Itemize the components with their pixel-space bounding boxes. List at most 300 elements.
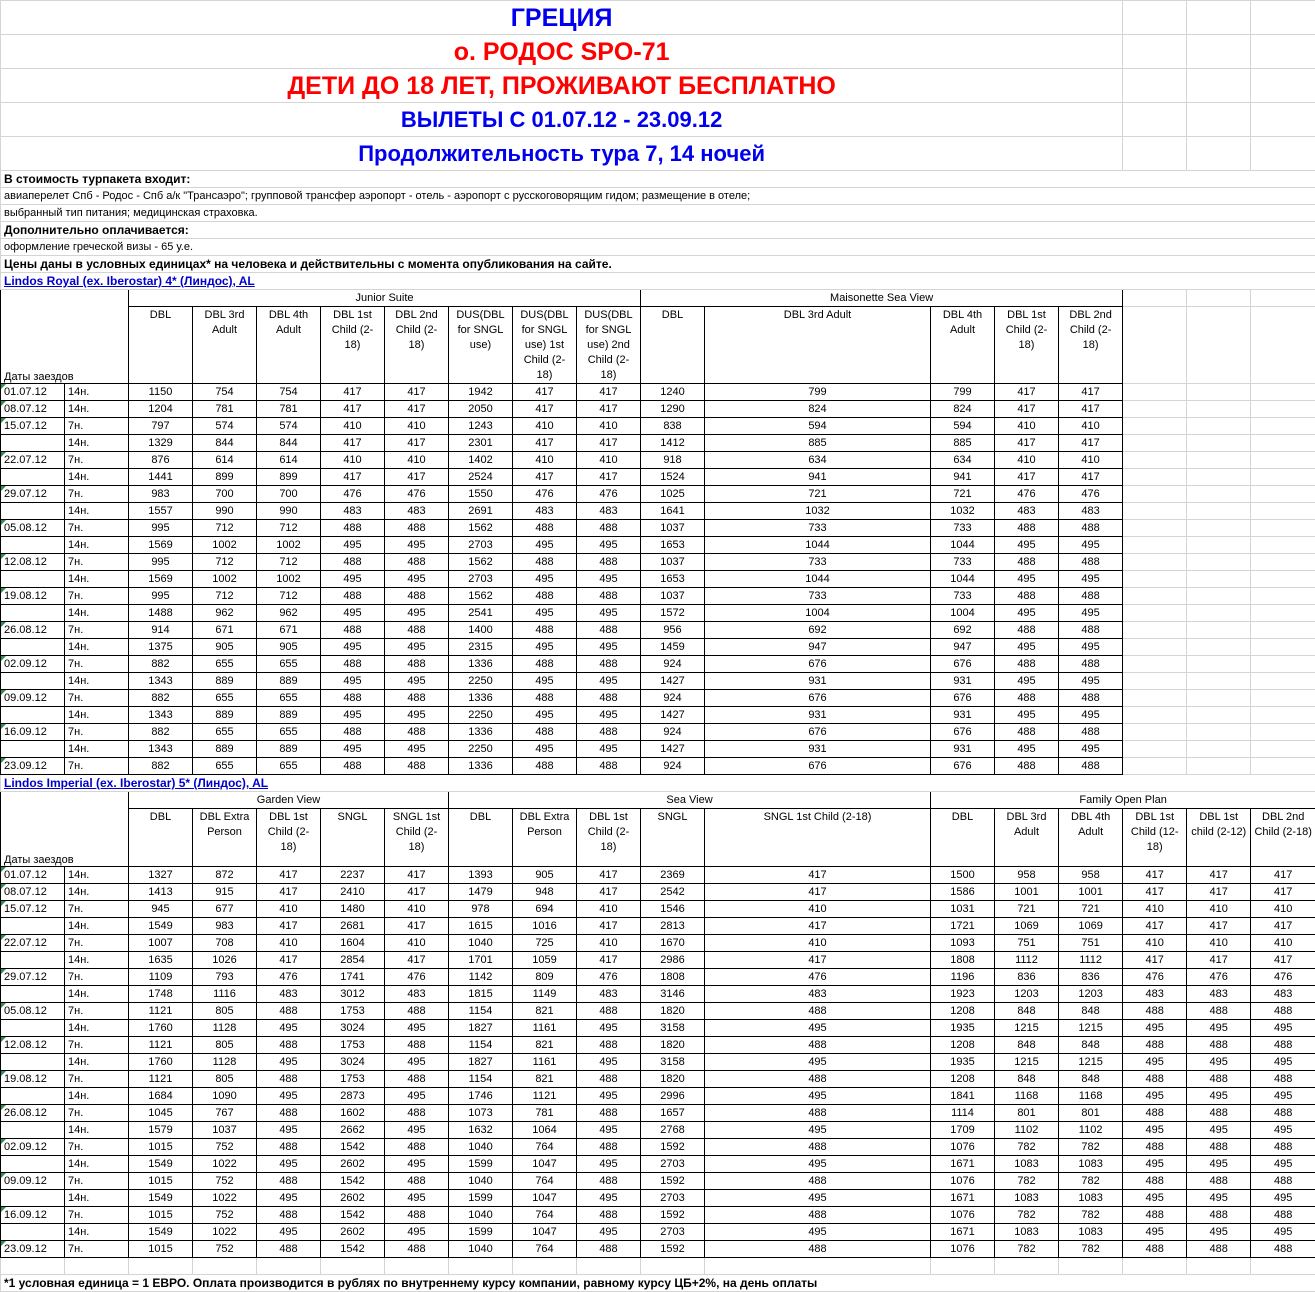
price-cell: 889 bbox=[257, 741, 321, 758]
price-cell: 1427 bbox=[641, 673, 705, 690]
price-cell: 495 bbox=[257, 1088, 321, 1105]
price-cell: 918 bbox=[641, 452, 705, 469]
price-cell: 488 bbox=[385, 1037, 449, 1054]
price-cell: 905 bbox=[193, 639, 257, 656]
price-cell: 488 bbox=[1059, 724, 1123, 741]
nights: 7н. bbox=[65, 758, 129, 775]
price-cell: 476 bbox=[1123, 969, 1187, 986]
price-cell: 634 bbox=[931, 452, 995, 469]
price-cell: 488 bbox=[513, 588, 577, 605]
nights: 14н. bbox=[65, 1156, 129, 1173]
price-cell: 782 bbox=[1059, 1207, 1123, 1224]
price-cell: 488 bbox=[705, 1139, 931, 1156]
price-cell: 1083 bbox=[995, 1224, 1059, 1241]
price-cell: 488 bbox=[995, 724, 1059, 741]
arrival-date bbox=[1, 435, 65, 452]
table-row bbox=[1, 503, 1315, 520]
price-cell: 782 bbox=[1059, 1139, 1123, 1156]
price-cell: 1015 bbox=[129, 1207, 193, 1224]
arrival-date: 05.08.12 bbox=[1, 1003, 65, 1020]
price-cell: 1002 bbox=[193, 571, 257, 588]
price-cell: 1557 bbox=[129, 503, 193, 520]
price-cell: 594 bbox=[931, 418, 995, 435]
price-cell: 1112 bbox=[1059, 952, 1123, 969]
price-cell: 751 bbox=[1059, 935, 1123, 952]
price-cell: 764 bbox=[513, 1139, 577, 1156]
price-cell: 495 bbox=[1059, 707, 1123, 724]
price-cell: 1037 bbox=[641, 520, 705, 537]
price-cell: 488 bbox=[1059, 758, 1123, 775]
price-cell: 488 bbox=[1059, 622, 1123, 639]
price-cell: 1076 bbox=[931, 1139, 995, 1156]
price-cell: 1808 bbox=[641, 969, 705, 986]
column-header: DBL 1st Child (12-18) bbox=[1123, 809, 1187, 867]
included-line-2: выбранный тип питания; медицинская страховка. bbox=[1, 205, 1315, 222]
arrival-date bbox=[1, 605, 65, 622]
price-cell: 931 bbox=[705, 741, 931, 758]
price-cell: 848 bbox=[995, 1071, 1059, 1088]
price-cell: 634 bbox=[705, 452, 931, 469]
title-flights: ВЫЛЕТЫ С 01.07.12 - 23.09.12 bbox=[1, 103, 1123, 137]
price-cell: 782 bbox=[1059, 1241, 1123, 1258]
price-cell: 1045 bbox=[129, 1105, 193, 1122]
price-cell: 1684 bbox=[129, 1088, 193, 1105]
price-cell: 495 bbox=[577, 1054, 641, 1071]
table-row bbox=[1, 469, 1315, 486]
arrival-date bbox=[1, 571, 65, 588]
price-cell: 495 bbox=[1251, 1054, 1315, 1071]
price-cell: 941 bbox=[705, 469, 931, 486]
nights: 14н. bbox=[65, 537, 129, 554]
column-header: DBL 4th Adult bbox=[1059, 809, 1123, 867]
price-cell: 824 bbox=[931, 401, 995, 418]
price-cell: 488 bbox=[257, 1037, 321, 1054]
price-cell: 751 bbox=[995, 935, 1059, 952]
price-cell: 495 bbox=[513, 639, 577, 656]
price-cell: 809 bbox=[513, 969, 577, 986]
price-cell: 962 bbox=[257, 605, 321, 622]
price-cell: 2768 bbox=[641, 1122, 705, 1139]
price-cell: 983 bbox=[129, 486, 193, 503]
price-cell: 1114 bbox=[931, 1105, 995, 1122]
price-cell: 488 bbox=[1187, 1037, 1251, 1054]
price-cell: 495 bbox=[577, 1122, 641, 1139]
price-cell: 931 bbox=[931, 673, 995, 690]
price-cell: 495 bbox=[1251, 1020, 1315, 1037]
nights: 14н. bbox=[65, 571, 129, 588]
price-cell: 1026 bbox=[193, 952, 257, 969]
price-cell: 1290 bbox=[641, 401, 705, 418]
price-cell: 1599 bbox=[449, 1190, 513, 1207]
price-cell: 495 bbox=[1251, 1122, 1315, 1139]
table-row bbox=[1, 1224, 1315, 1241]
price-cell: 1820 bbox=[641, 1003, 705, 1020]
price-cell: 1059 bbox=[513, 952, 577, 969]
price-cell: 417 bbox=[257, 952, 321, 969]
nights: 7н. bbox=[65, 656, 129, 673]
price-cell: 488 bbox=[1251, 1105, 1315, 1122]
price-cell: 1427 bbox=[641, 707, 705, 724]
price-cell: 495 bbox=[513, 571, 577, 588]
price-cell: 495 bbox=[577, 1156, 641, 1173]
price-cell: 1121 bbox=[129, 1037, 193, 1054]
price-cell: 1336 bbox=[449, 656, 513, 673]
price-cell: 1562 bbox=[449, 588, 513, 605]
price-cell: 1760 bbox=[129, 1054, 193, 1071]
price-cell: 1336 bbox=[449, 690, 513, 707]
price-cell: 488 bbox=[1123, 1241, 1187, 1258]
price-cell: 1923 bbox=[931, 986, 995, 1003]
price-cell: 1549 bbox=[129, 1190, 193, 1207]
price-cell: 764 bbox=[513, 1241, 577, 1258]
price-cell: 764 bbox=[513, 1207, 577, 1224]
table-row bbox=[1, 1173, 1315, 1190]
price-cell: 495 bbox=[705, 1054, 931, 1071]
price-cell: 1149 bbox=[513, 986, 577, 1003]
price-cell: 821 bbox=[513, 1003, 577, 1020]
price-cell: 1076 bbox=[931, 1173, 995, 1190]
price-cell: 495 bbox=[1187, 1088, 1251, 1105]
price-cell: 1004 bbox=[931, 605, 995, 622]
price-cell: 417 bbox=[705, 918, 931, 935]
price-cell: 915 bbox=[193, 884, 257, 901]
price-cell: 476 bbox=[995, 486, 1059, 503]
price-cell: 962 bbox=[193, 605, 257, 622]
price-cell: 1815 bbox=[449, 986, 513, 1003]
nights: 14н. bbox=[65, 1088, 129, 1105]
price-cell: 495 bbox=[577, 1020, 641, 1037]
price-cell: 417 bbox=[577, 918, 641, 935]
price-cell: 3158 bbox=[641, 1054, 705, 1071]
price-cell: 805 bbox=[193, 1037, 257, 1054]
price-cell: 844 bbox=[193, 435, 257, 452]
table-row bbox=[1, 758, 1315, 775]
price-cell: 488 bbox=[1187, 1241, 1251, 1258]
price-cell: 2703 bbox=[641, 1224, 705, 1241]
price-cell: 495 bbox=[257, 1156, 321, 1173]
price-cell: 495 bbox=[577, 639, 641, 656]
arrival-date: 26.08.12 bbox=[1, 622, 65, 639]
price-cell: 1032 bbox=[705, 503, 931, 520]
price-cell: 1343 bbox=[129, 741, 193, 758]
table-row bbox=[1, 1139, 1315, 1156]
price-cell: 671 bbox=[193, 622, 257, 639]
price-cell: 488 bbox=[705, 1105, 931, 1122]
price-cell: 495 bbox=[995, 741, 1059, 758]
price-cell: 417 bbox=[513, 435, 577, 452]
column-header: DBL 4th Adult bbox=[257, 307, 321, 384]
price-cell: 782 bbox=[995, 1139, 1059, 1156]
nights: 7н. bbox=[65, 1003, 129, 1020]
price-cell: 488 bbox=[257, 1105, 321, 1122]
price-cell: 694 bbox=[513, 901, 577, 918]
price-cell: 488 bbox=[1187, 1105, 1251, 1122]
price-cell: 1604 bbox=[321, 935, 385, 952]
price-cell: 1025 bbox=[641, 486, 705, 503]
price-cell: 889 bbox=[257, 707, 321, 724]
arrival-date bbox=[1, 1224, 65, 1241]
price-cell: 1031 bbox=[931, 901, 995, 918]
column-header: SNGL bbox=[321, 809, 385, 867]
price-cell: 488 bbox=[513, 520, 577, 537]
hotel-name-0[interactable]: Lindos Royal (ex. Iberostar) 4* (Линдос), AL bbox=[1, 273, 1315, 290]
price-cell: 410 bbox=[1187, 901, 1251, 918]
table-row bbox=[1, 901, 1315, 918]
price-cell: 488 bbox=[705, 1037, 931, 1054]
price-cell: 1004 bbox=[705, 605, 931, 622]
price-cell: 764 bbox=[513, 1173, 577, 1190]
price-cell: 483 bbox=[257, 986, 321, 1003]
price-cell: 488 bbox=[577, 622, 641, 639]
price-cell: 495 bbox=[705, 1156, 931, 1173]
price-cell: 1196 bbox=[931, 969, 995, 986]
price-cell: 2315 bbox=[449, 639, 513, 656]
price-cell: 495 bbox=[385, 605, 449, 622]
price-cell: 417 bbox=[1187, 952, 1251, 969]
price-cell: 488 bbox=[1187, 1139, 1251, 1156]
arrival-date bbox=[1, 1156, 65, 1173]
price-cell: 495 bbox=[321, 639, 385, 656]
price-cell: 721 bbox=[1059, 901, 1123, 918]
price-cell: 676 bbox=[931, 656, 995, 673]
price-cell: 1653 bbox=[641, 537, 705, 554]
price-cell: 417 bbox=[1123, 867, 1187, 884]
price-cell: 483 bbox=[577, 986, 641, 1003]
price-cell: 417 bbox=[577, 435, 641, 452]
price-cell: 1615 bbox=[449, 918, 513, 935]
price-cell: 488 bbox=[1187, 1173, 1251, 1190]
price-cell: 958 bbox=[995, 867, 1059, 884]
price-cell: 1208 bbox=[931, 1037, 995, 1054]
table-row bbox=[1, 452, 1315, 469]
price-cell: 676 bbox=[705, 758, 931, 775]
price-cell: 488 bbox=[513, 656, 577, 673]
table-row bbox=[1, 537, 1315, 554]
price-cell: 1602 bbox=[321, 1105, 385, 1122]
price-cell: 417 bbox=[385, 435, 449, 452]
price-cell: 417 bbox=[513, 401, 577, 418]
price-cell: 417 bbox=[385, 952, 449, 969]
price-cell: 721 bbox=[995, 901, 1059, 918]
price-cell: 495 bbox=[321, 673, 385, 690]
table-row bbox=[1, 486, 1315, 503]
nights: 14н. bbox=[65, 1122, 129, 1139]
price-cell: 410 bbox=[385, 901, 449, 918]
price-cell: 488 bbox=[995, 758, 1059, 775]
arrival-date bbox=[1, 1190, 65, 1207]
price-cell: 1015 bbox=[129, 1139, 193, 1156]
column-header: DBL bbox=[129, 809, 193, 867]
price-cell: 1942 bbox=[449, 384, 513, 401]
price-cell: 1047 bbox=[513, 1156, 577, 1173]
price-cell: 721 bbox=[931, 486, 995, 503]
arrival-date: 01.07.12 bbox=[1, 384, 65, 401]
table-row bbox=[1, 690, 1315, 707]
price-cell: 799 bbox=[705, 384, 931, 401]
nights: 14н. bbox=[65, 1224, 129, 1241]
price-cell: 410 bbox=[1187, 935, 1251, 952]
price-cell: 488 bbox=[1251, 1003, 1315, 1020]
table-row bbox=[1, 935, 1315, 952]
price-cell: 417 bbox=[577, 952, 641, 969]
price-cell: 1015 bbox=[129, 1241, 193, 1258]
price-cell: 417 bbox=[995, 469, 1059, 486]
price-cell: 495 bbox=[577, 605, 641, 622]
price-cell: 488 bbox=[257, 1071, 321, 1088]
price-cell: 417 bbox=[321, 469, 385, 486]
price-cell: 488 bbox=[321, 622, 385, 639]
hotel-name-1[interactable]: Lindos Imperial (ex. Iberostar) 5* (Линдос), AL bbox=[1, 775, 1315, 792]
price-cell: 924 bbox=[641, 656, 705, 673]
price-cell: 712 bbox=[193, 588, 257, 605]
column-header: DBL bbox=[931, 809, 995, 867]
price-cell: 495 bbox=[1059, 673, 1123, 690]
price-cell: 676 bbox=[931, 690, 995, 707]
price-cell: 1161 bbox=[513, 1020, 577, 1037]
price-cell: 3158 bbox=[641, 1020, 705, 1037]
price-cell: 488 bbox=[385, 622, 449, 639]
price-cell: 899 bbox=[193, 469, 257, 486]
price-cell: 805 bbox=[193, 1071, 257, 1088]
price-cell: 410 bbox=[513, 418, 577, 435]
price-cell: 488 bbox=[705, 1207, 931, 1224]
price-cell: 574 bbox=[193, 418, 257, 435]
price-cell: 417 bbox=[1251, 884, 1315, 901]
price-cell: 495 bbox=[995, 707, 1059, 724]
price-cell: 2250 bbox=[449, 673, 513, 690]
price-cell: 1760 bbox=[129, 1020, 193, 1037]
price-cell: 495 bbox=[321, 741, 385, 758]
price-cell: 495 bbox=[321, 707, 385, 724]
price-cell: 495 bbox=[1123, 1224, 1187, 1241]
price-cell: 1412 bbox=[641, 435, 705, 452]
nights: 14н. bbox=[65, 986, 129, 1003]
price-cell: 1329 bbox=[129, 435, 193, 452]
price-cell: 2691 bbox=[449, 503, 513, 520]
nights: 7н. bbox=[65, 1139, 129, 1156]
price-cell: 655 bbox=[193, 690, 257, 707]
price-cell: 2050 bbox=[449, 401, 513, 418]
price-cell: 1154 bbox=[449, 1037, 513, 1054]
arrival-date bbox=[1, 1020, 65, 1037]
arrival-date: 23.09.12 bbox=[1, 758, 65, 775]
price-cell: 733 bbox=[931, 520, 995, 537]
price-cell: 1542 bbox=[321, 1207, 385, 1224]
price-cell: 488 bbox=[1123, 1037, 1187, 1054]
price-cell: 417 bbox=[257, 918, 321, 935]
price-cell: 488 bbox=[1123, 1071, 1187, 1088]
price-cell: 1599 bbox=[449, 1156, 513, 1173]
price-cell: 574 bbox=[257, 418, 321, 435]
nights: 14н. bbox=[65, 867, 129, 884]
price-cell: 1204 bbox=[129, 401, 193, 418]
price-cell: 495 bbox=[1059, 537, 1123, 554]
nights: 14н. bbox=[65, 469, 129, 486]
price-cell: 495 bbox=[385, 1088, 449, 1105]
price-cell: 495 bbox=[321, 571, 385, 588]
column-header: DUS(DBL for SNGL use) 1st Child (2-18) bbox=[513, 307, 577, 384]
price-cell: 948 bbox=[513, 884, 577, 901]
price-cell: 483 bbox=[385, 503, 449, 520]
price-cell: 844 bbox=[257, 435, 321, 452]
column-header: DBL bbox=[449, 809, 513, 867]
price-cell: 495 bbox=[1187, 1224, 1251, 1241]
price-cell: 488 bbox=[1123, 1139, 1187, 1156]
price-cell: 1753 bbox=[321, 1071, 385, 1088]
price-cell: 495 bbox=[321, 537, 385, 554]
price-cell: 417 bbox=[1059, 384, 1123, 401]
nights: 14н. bbox=[65, 1190, 129, 1207]
nights: 7н. bbox=[65, 724, 129, 741]
price-cell: 836 bbox=[995, 969, 1059, 986]
price-cell: 1128 bbox=[193, 1020, 257, 1037]
price-cell: 495 bbox=[385, 741, 449, 758]
price-cell: 594 bbox=[705, 418, 931, 435]
price-cell: 488 bbox=[1187, 1071, 1251, 1088]
price-cell: 476 bbox=[385, 486, 449, 503]
price-cell: 889 bbox=[193, 741, 257, 758]
price-cell: 1632 bbox=[449, 1122, 513, 1139]
price-cell: 1820 bbox=[641, 1037, 705, 1054]
price-cell: 495 bbox=[1187, 1122, 1251, 1139]
price-cell: 488 bbox=[257, 1207, 321, 1224]
price-cell: 931 bbox=[705, 707, 931, 724]
price-cell: 848 bbox=[995, 1003, 1059, 1020]
price-cell: 1083 bbox=[1059, 1190, 1123, 1207]
price-cell: 483 bbox=[995, 503, 1059, 520]
price-cell: 488 bbox=[385, 1241, 449, 1258]
price-cell: 483 bbox=[513, 503, 577, 520]
column-header: DBL Extra Person bbox=[193, 809, 257, 867]
price-cell: 410 bbox=[1123, 935, 1187, 952]
arrival-date: 19.08.12 bbox=[1, 1071, 65, 1088]
price-cell: 1671 bbox=[931, 1156, 995, 1173]
price-cell: 924 bbox=[641, 690, 705, 707]
price-cell: 488 bbox=[1123, 1207, 1187, 1224]
price-cell: 3024 bbox=[321, 1020, 385, 1037]
price-cell: 1827 bbox=[449, 1020, 513, 1037]
price-cell: 410 bbox=[385, 935, 449, 952]
price-cell: 495 bbox=[385, 537, 449, 554]
column-header: DBL 1st Child (2-18) bbox=[995, 307, 1059, 384]
price-cell: 476 bbox=[1059, 486, 1123, 503]
price-cell: 1701 bbox=[449, 952, 513, 969]
price-cell: 417 bbox=[1187, 884, 1251, 901]
price-cell: 476 bbox=[1187, 969, 1251, 986]
price-cell: 410 bbox=[1251, 901, 1315, 918]
price-cell: 1413 bbox=[129, 884, 193, 901]
price-cell: 712 bbox=[193, 554, 257, 571]
column-header: SNGL bbox=[641, 809, 705, 867]
price-cell: 488 bbox=[995, 588, 1059, 605]
price-cell: 1542 bbox=[321, 1139, 385, 1156]
price-cell: 488 bbox=[705, 1003, 931, 1020]
price-cell: 488 bbox=[577, 1173, 641, 1190]
price-cell: 1709 bbox=[931, 1122, 995, 1139]
price-cell: 488 bbox=[513, 622, 577, 639]
price-cell: 1142 bbox=[449, 969, 513, 986]
price-cell: 417 bbox=[513, 469, 577, 486]
price-cell: 495 bbox=[1123, 1122, 1187, 1139]
title-country: ГРЕЦИЯ bbox=[1, 1, 1123, 35]
price-cell: 676 bbox=[705, 724, 931, 741]
price-cell: 1599 bbox=[449, 1224, 513, 1241]
price-cell: 712 bbox=[257, 588, 321, 605]
room-group-header: Garden View bbox=[129, 792, 449, 809]
arrival-date bbox=[1, 707, 65, 724]
price-cell: 1441 bbox=[129, 469, 193, 486]
price-cell: 495 bbox=[705, 1224, 931, 1241]
